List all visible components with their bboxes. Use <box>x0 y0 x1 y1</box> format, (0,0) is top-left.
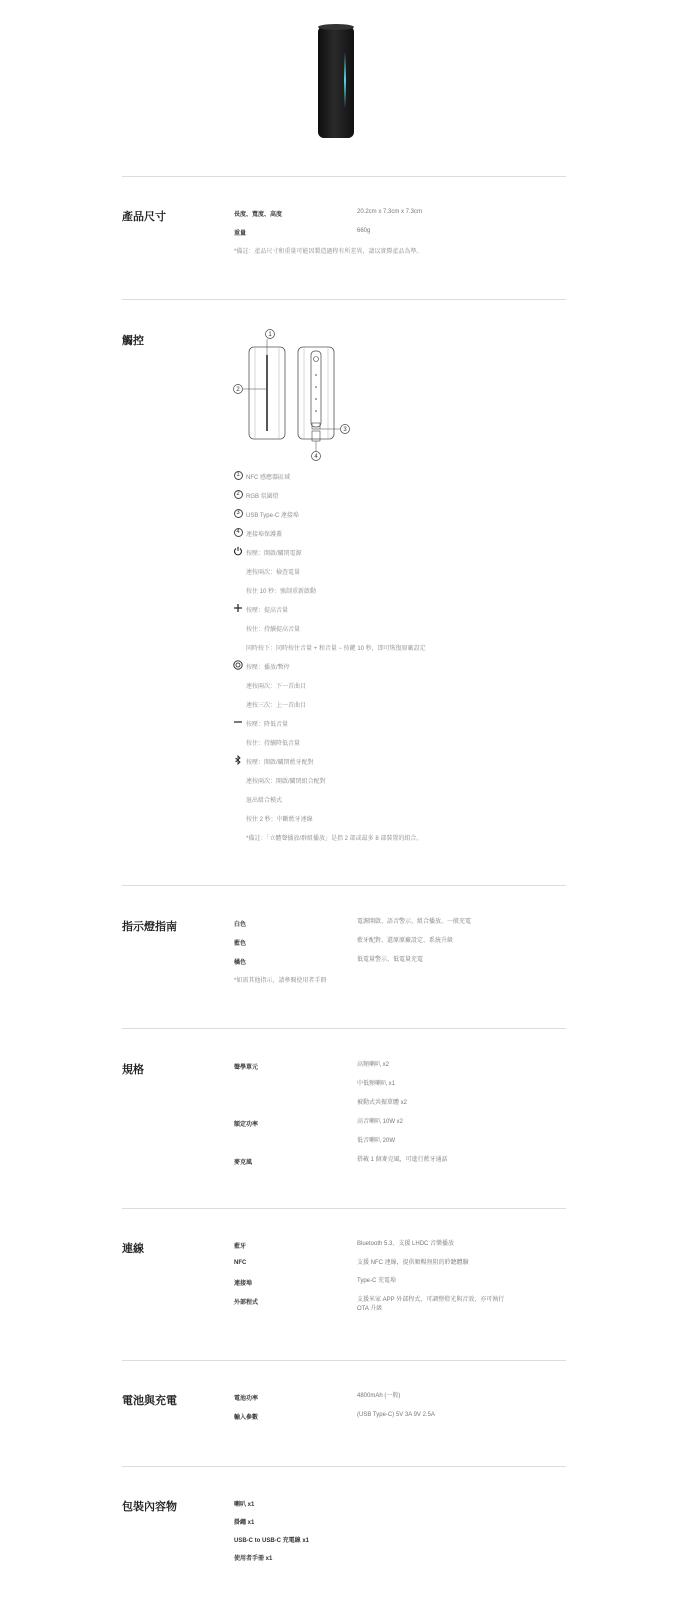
spec-value: 4800mAh (一般) <box>357 1393 401 1399</box>
spec-value: 藍牙配對、還原原廠設定、系統升級 <box>357 938 454 944</box>
touch-item: 按壓：播放/暫停 <box>246 665 290 671</box>
spec-value: 低電量警示、低電量充電 <box>357 957 424 963</box>
touch-item: NFC 感應器區域 <box>246 475 290 481</box>
divider <box>122 1466 566 1467</box>
number-3-icon: 3 <box>233 508 243 518</box>
spec-label: 白色 <box>234 922 247 928</box>
divider <box>122 885 566 886</box>
spec-value: Bluetooth 5.3、支援 LHDC 音樂播放 <box>357 1241 455 1247</box>
number-4-icon: 4 <box>233 527 243 537</box>
section-title-battery: 電池與充電 <box>122 1395 177 1407</box>
number-2-icon: 2 <box>233 489 243 499</box>
section-title-package: 包裝內容物 <box>122 1501 177 1513</box>
touch-item: 按住 2 秒：中斷藍牙連線 <box>246 817 313 823</box>
spec-value: 被動式共振單體 x2 <box>357 1100 408 1106</box>
spec-label: 輸入參數 <box>234 1415 259 1421</box>
package-item: 使用者手冊 x1 <box>234 1556 273 1562</box>
spec-value: 支援米家 APP 外部程式，可調整燈光與音效，亦可執行 OTA 升級 <box>357 1297 505 1312</box>
dimensions-note: *備註：產品尺寸和重量可能因製造過程有所差異，請以實際產品為準。 <box>234 249 423 255</box>
touch-item: 按壓：開啟/關閉藍牙配對 <box>246 760 314 766</box>
spec-label: 聲學單元 <box>234 1065 259 1071</box>
touch-item: USB Type-C 連接埠 <box>246 513 299 519</box>
divider <box>122 1028 566 1029</box>
spec-label: 橘色 <box>234 960 247 966</box>
touch-item: 退出組合模式 <box>246 798 283 804</box>
section-title-touch: 觸控 <box>122 335 144 347</box>
product-image-speaker <box>316 22 356 140</box>
touch-item: 按住：持續降低音量 <box>246 741 301 747</box>
spec-value: 660g <box>357 228 371 234</box>
diagram-number-2: 2 <box>236 387 240 393</box>
touch-item: 連接埠保護蓋 <box>246 532 283 538</box>
power-icon <box>233 546 243 556</box>
indicator-note: *如需其他指示，請參閱使用者手冊 <box>234 978 327 984</box>
spec-value: 高頻喇叭 x2 <box>357 1062 390 1068</box>
touch-item: 按壓：開啟/關閉電源 <box>246 551 302 557</box>
touch-item: 連按兩次：開啟/關閉組合配對 <box>246 779 326 785</box>
spec-label: 重量 <box>234 231 247 237</box>
plus-icon <box>233 603 243 613</box>
diagram-number-3: 3 <box>343 427 347 433</box>
spec-value: 低音喇叭 20W <box>357 1138 396 1144</box>
bluetooth-icon <box>233 755 243 765</box>
spec-value: 支援 NFC 連線，提供順暢無阻的聆聽體驗 <box>357 1260 469 1266</box>
touch-note: *備註：「立體聲播放/群組播放」是指 2 部或最多 8 部裝置的組合。 <box>246 836 423 842</box>
touch-item: RGB 氛圍燈 <box>246 494 279 500</box>
package-item: USB-C to USB-C 充電線 x1 <box>234 1538 310 1544</box>
section-title-specs: 規格 <box>122 1064 144 1076</box>
touch-item: 按住：持續提高音量 <box>246 627 301 633</box>
spec-value: (USB Type-C) 5V 3A 9V 2.5A <box>357 1412 435 1418</box>
spec-label: 麥克風 <box>234 1160 253 1166</box>
package-item: 喇叭 x1 <box>234 1502 255 1508</box>
package-item: 掛繩 x1 <box>234 1520 255 1526</box>
divider <box>122 176 566 177</box>
section-title-dimensions: 產品尺寸 <box>122 211 166 223</box>
spec-value: 20.2cm x 7.3cm x 7.3cm <box>357 209 423 215</box>
spec-value: Type-C 充電埠 <box>357 1278 397 1284</box>
section-title-connectivity: 連線 <box>122 1243 144 1255</box>
touch-item: 同時按下：同時按住音量 + 和音量 − 按鍵 10 秒，即可恢復原廠設定 <box>246 646 426 652</box>
spec-value: 高音喇叭 10W x2 <box>357 1119 404 1125</box>
touch-item: 按壓：降低音量 <box>246 722 289 728</box>
diagram-number-1: 1 <box>268 332 272 338</box>
spec-label: NFC <box>234 1260 247 1266</box>
spec-value: 電源開啟、語音警示、組合播放、一般充電 <box>357 919 472 925</box>
spec-label: 額定功率 <box>234 1122 259 1128</box>
spec-label: 電池功率 <box>234 1396 259 1402</box>
spec-label: 長度、寬度、高度 <box>234 212 283 218</box>
spec-value: 搭載 1 個麥克風，可進行藍牙通話 <box>357 1157 448 1163</box>
section-title-indicator: 指示燈指南 <box>122 921 177 933</box>
minus-icon <box>233 717 243 727</box>
divider <box>122 299 566 300</box>
touch-item: 按壓：提高音量 <box>246 608 289 614</box>
spec-label: 藍牙 <box>234 1244 247 1250</box>
spec-value: 中低頻喇叭 x1 <box>357 1081 396 1087</box>
touch-diagram <box>228 325 358 465</box>
spec-label: 連接埠 <box>234 1281 253 1287</box>
touch-item: 連按兩次：下一首曲目 <box>246 684 307 690</box>
play-pause-icon <box>233 660 243 670</box>
diagram-number-4: 4 <box>314 454 318 460</box>
divider <box>122 1360 566 1361</box>
divider <box>122 1208 566 1209</box>
touch-item: 按住 10 秒：強制重新啟動 <box>246 589 317 595</box>
touch-item: 連按兩次：檢查電量 <box>246 570 301 576</box>
spec-label: 外部程式 <box>234 1300 259 1306</box>
spec-label: 藍色 <box>234 941 247 947</box>
number-1-icon: 1 <box>233 470 243 480</box>
touch-item: 連按三次：上一首曲目 <box>246 703 307 709</box>
